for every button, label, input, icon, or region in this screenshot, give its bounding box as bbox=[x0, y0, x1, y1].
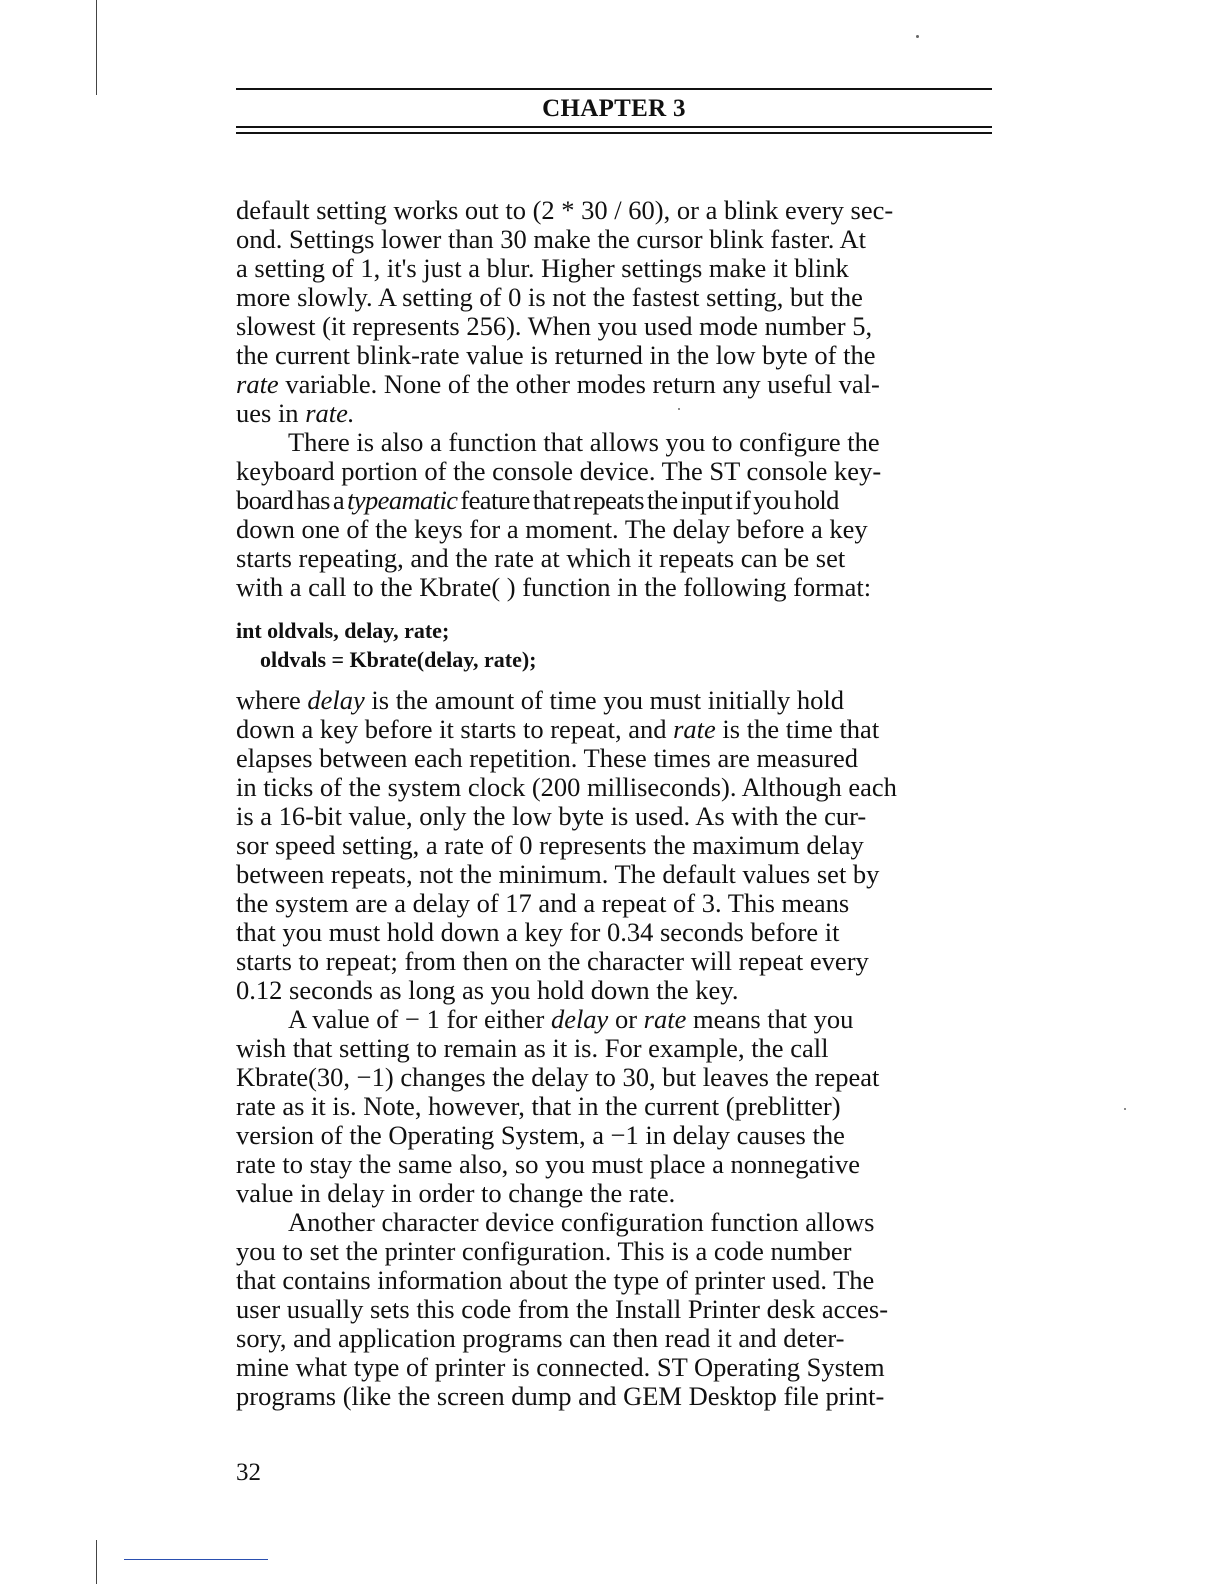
page-number: 32 bbox=[236, 1459, 261, 1486]
text-line: sory, and application programs can then read it and deter- bbox=[236, 1323, 845, 1353]
text-line: the current blink-rate value is returned in the low byte of the bbox=[236, 340, 876, 370]
text-line: rate as it is. Note, however, that in the current (preblitter) bbox=[236, 1091, 841, 1121]
text-run: feature that repeats the input if you hold bbox=[457, 485, 839, 515]
text-line: between repeats, not the minimum. The default values set by bbox=[236, 859, 880, 889]
header-rule-bottom-double bbox=[236, 132, 992, 134]
text-line bbox=[236, 715, 992, 744]
text-line: user usually sets this code from the Install Printer desk acces- bbox=[236, 1294, 889, 1324]
chapter-title: CHAPTER 3 bbox=[542, 95, 686, 122]
text-line: keyboard portion of the console device. The ST console key- bbox=[236, 456, 882, 486]
scan-underline-mark bbox=[124, 1559, 268, 1560]
text-line: Another character device configuration function allows bbox=[288, 1207, 875, 1237]
text-run: means that you bbox=[686, 1004, 854, 1034]
chapter-header bbox=[236, 88, 992, 134]
code-line: int oldvals, delay, rate; bbox=[236, 618, 450, 643]
text-line bbox=[236, 399, 992, 428]
paragraph-keyboard-config bbox=[236, 428, 992, 602]
text-line: mine what type of printer is connected. ST Operating System bbox=[236, 1352, 885, 1382]
text-line: starts repeating, and the rate at which it repeats can be set bbox=[236, 543, 846, 573]
text-line: a setting of 1, it's just a blur. Higher settings make it blink bbox=[236, 253, 849, 283]
text-line bbox=[236, 370, 992, 399]
text-run: is the time that bbox=[715, 714, 880, 744]
text-line: that contains information about the type of printer used. The bbox=[236, 1265, 875, 1295]
text-line: slowest (it represents 256). When you used mode number 5, bbox=[236, 311, 873, 341]
text-line: elapses between each repetition. These times are measured bbox=[236, 743, 858, 773]
text-line: 0.12 seconds as long as you hold down the key. bbox=[236, 975, 739, 1005]
scan-speck bbox=[916, 35, 919, 38]
text-line bbox=[236, 485, 839, 515]
text-line: value in delay in order to change the rate. bbox=[236, 1178, 676, 1208]
text-line: in ticks of the system clock (200 milliseconds). Although each bbox=[236, 772, 897, 802]
text-run: board has a bbox=[236, 485, 348, 515]
scan-speck bbox=[1124, 1108, 1126, 1110]
text-run: or bbox=[608, 1004, 644, 1034]
page-body bbox=[236, 196, 992, 1411]
italic-term: rate bbox=[643, 1004, 687, 1034]
text-line: There is also a function that allows you to configure the bbox=[288, 427, 880, 457]
italic-term: rate bbox=[236, 369, 279, 399]
text-line: you to set the printer configuration. This is a code number bbox=[236, 1236, 852, 1266]
italic-term: typeamatic bbox=[347, 485, 458, 515]
text-line: Kbrate(30, −1) changes the delay to 30, but leaves the repeat bbox=[236, 1062, 880, 1092]
text-line: down one of the keys for a moment. The delay before a key bbox=[236, 514, 868, 544]
text-line: default setting works out to (2 * 30 / 60), or a blink every sec- bbox=[236, 195, 894, 225]
text-line: that you must hold down a key for 0.34 seconds before it bbox=[236, 917, 840, 947]
text-line: with a call to the Kbrate( ) function in the following format: bbox=[236, 572, 872, 602]
text-line: is a 16-bit value, only the low byte is used. As with the cur- bbox=[236, 801, 867, 831]
text-line bbox=[288, 1004, 853, 1034]
italic-term: delay bbox=[550, 1004, 609, 1034]
text-line: starts to repeat; from then on the character will repeat every bbox=[236, 946, 869, 976]
text-line: wish that setting to remain as it is. For example, the call bbox=[236, 1033, 829, 1063]
text-line: the system are a delay of 17 and a repeat of 3. This means bbox=[236, 888, 850, 918]
text-run: ues in bbox=[236, 398, 306, 428]
text-line: ond. Settings lower than 30 make the cursor blink faster. At bbox=[236, 224, 866, 254]
paragraph-delay-rate bbox=[236, 686, 992, 1005]
code-block bbox=[236, 616, 992, 674]
text-line: more slowly. A setting of 0 is not the fastest setting, but the bbox=[236, 282, 863, 312]
text-line bbox=[236, 686, 992, 715]
paragraph-cursor-blink bbox=[236, 196, 992, 428]
text-line: version of the Operating System, a −1 in delay causes the bbox=[236, 1120, 845, 1150]
text-run: A value of − 1 for either bbox=[288, 1004, 551, 1034]
italic-term: rate bbox=[673, 714, 716, 744]
text-run: variable. None of the other modes return any useful val- bbox=[278, 369, 880, 399]
header-rule-bottom bbox=[236, 126, 992, 128]
text-run: down a key before it starts to repeat, and bbox=[236, 714, 674, 744]
text-line: programs (like the screen dump and GEM Desktop file print- bbox=[236, 1381, 885, 1411]
text-line: rate to stay the same also, so you must place a nonnegative bbox=[236, 1149, 861, 1179]
scan-edge-mark-top bbox=[96, 0, 97, 95]
paragraph-printer-config bbox=[236, 1208, 992, 1411]
text-run: is the amount of time you must initially hold bbox=[364, 685, 844, 715]
italic-term: rate. bbox=[305, 398, 355, 428]
code-line: oldvals = Kbrate(delay, rate); bbox=[260, 647, 537, 672]
paragraph-minus-one bbox=[236, 1005, 992, 1208]
italic-term: delay bbox=[307, 685, 365, 715]
text-run: where bbox=[236, 685, 308, 715]
text-line: sor speed setting, a rate of 0 represents the maximum delay bbox=[236, 830, 864, 860]
scan-edge-mark-bottom bbox=[96, 1540, 97, 1584]
